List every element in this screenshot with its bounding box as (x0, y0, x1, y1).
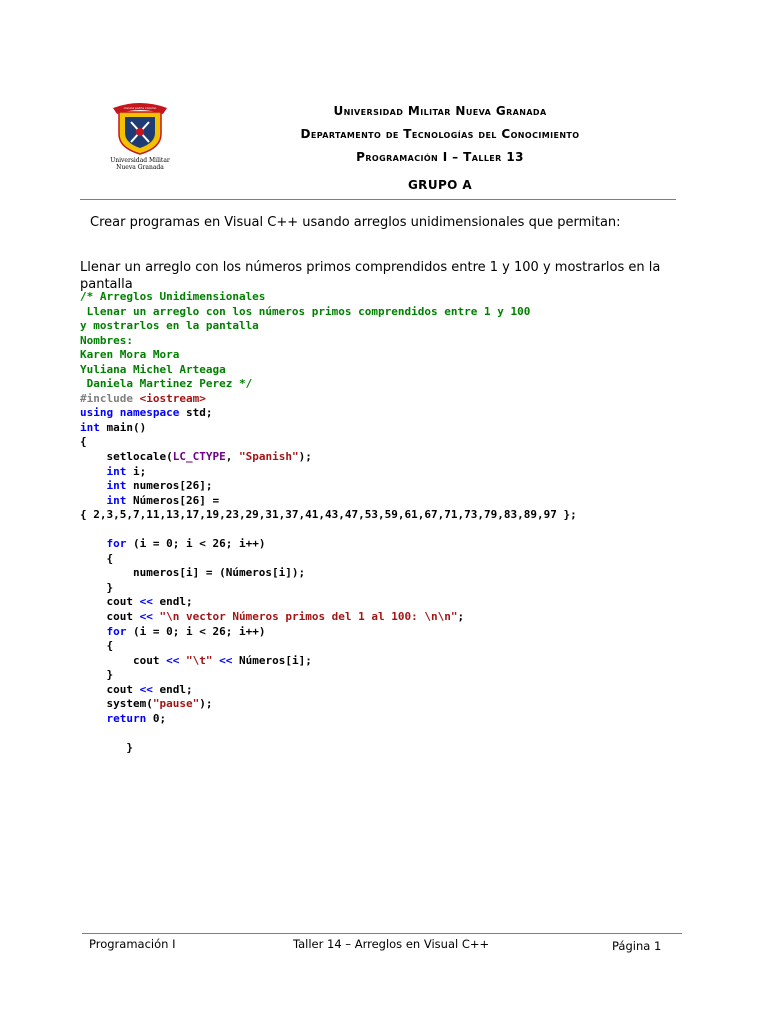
code-macro-lc-ctype: LC_CTYPE (172, 450, 226, 464)
code-cout: cout (106, 610, 133, 624)
code-indent (80, 595, 107, 608)
code-indent (80, 683, 107, 696)
code-comma: , (225, 450, 239, 464)
group-label: GRUPO A (407, 178, 473, 192)
footer-title: Taller 14 – Arreglos en Visual C++ (293, 937, 490, 951)
code-kw-int: int (80, 420, 100, 434)
code-semicolon: ; (457, 610, 465, 624)
logo-emblem-center (136, 128, 144, 136)
code-indent (80, 537, 107, 550)
code-array-init: { 2,3,5,7,11,13,17,19,23,29,31,37,41,43,47,53,59,61,67,71,73,79,83,89,97 }; (80, 508, 577, 522)
intro-text: Crear programas en Visual C++ usando arreglos unidimensionales que permitan: (90, 215, 621, 230)
code-kw-using: using (80, 406, 114, 420)
course-title: Programación I – Taller 13 (356, 150, 524, 164)
code-main-signature: main() (99, 420, 147, 434)
code-close-paren: ); (298, 450, 312, 464)
code-kw-namespace: namespace (119, 406, 180, 420)
code-op-shift: << (139, 595, 153, 609)
code-open-brace: { (80, 435, 87, 449)
footer-page-number: Página 1 (612, 939, 662, 953)
code-string-tab: "\t" (185, 653, 213, 667)
logo-caption-2: Nueva Granada (116, 164, 164, 171)
code-string-spanish: "Spanish" (238, 450, 299, 464)
code-include-header: <iostream> (139, 391, 206, 405)
code-op-shift: << (139, 610, 153, 624)
code-indent (80, 494, 107, 507)
code-string-pause: "pause" (152, 697, 200, 711)
university-name: Universidad Militar Nueva Granada (333, 104, 547, 118)
code-kw-int: int (106, 493, 127, 507)
code-comment: /* Arreglos Unidimensionales Llenar un arreglo con los números primos comprendidos entre 1 y 100 y mostrarlos en la pantalla Nombres: Karen Mora Mora Yuliana Michel Arteaga Daniela Martinez Perez */ (80, 290, 531, 391)
code-kw-for: for (106, 624, 127, 638)
code-close-paren: ); (199, 697, 213, 711)
code-endl: endl; (152, 682, 193, 696)
footer-divider (82, 933, 682, 934)
header-divider (80, 199, 676, 200)
code-cout: cout (106, 595, 133, 609)
code-indent (80, 712, 107, 725)
code-decl-Numeros: Números[26] = (126, 493, 220, 507)
code-string-vector: "\n vector Números primos del 1 al 100: \n\n" (159, 610, 458, 624)
code-setlocale: setlocale( (106, 450, 173, 464)
code-assign-statement: numeros[i] = (Números[i]); (80, 566, 306, 580)
code-cout-indent: cout (80, 653, 167, 667)
code-kw-return: return (106, 711, 147, 725)
code-final-brace: } (80, 740, 133, 754)
code-cout: cout (106, 682, 133, 696)
footer-course: Programación I (89, 937, 176, 951)
code-return-value: 0; (146, 711, 167, 725)
exercise-statement: Llenar un arreglo con los números primos comprendidos entre 1 y 100 y mostrarlos en la pantalla (80, 260, 661, 292)
university-logo (105, 98, 175, 174)
code-indent (80, 625, 107, 638)
code-inner-close-brace: } (80, 580, 114, 594)
code-endl: endl; (152, 595, 193, 609)
logo-caption-1: Universidad Militar (110, 157, 170, 164)
code-op-shift: << (139, 682, 153, 696)
code-inner-close-brace: } (80, 668, 114, 682)
code-decl-numeros: numeros[26]; (126, 479, 213, 493)
code-numeros-i: Números[i]; (232, 653, 312, 667)
code-indent (80, 465, 107, 478)
code-for-header: (i = 0; i < 26; i++) (126, 624, 266, 638)
code-indent (80, 610, 107, 623)
department-name: Departamento de Tecnologías del Conocimiento (300, 127, 580, 141)
code-inner-open-brace: { (80, 551, 114, 565)
code-indent (80, 479, 107, 492)
code-indent (80, 450, 107, 463)
code-system: system( (106, 697, 153, 711)
code-kw-int: int (106, 464, 127, 478)
code-block (80, 290, 577, 756)
code-namespace-rest: std; (179, 406, 213, 420)
code-inner-open-brace: { (80, 639, 114, 653)
code-include-directive: #include (80, 391, 133, 405)
code-op-shift: << (219, 653, 233, 667)
code-op-shift: << (166, 653, 180, 667)
code-decl-i: i; (126, 464, 147, 478)
logo-ribbon-text: ciencia patria civismo (123, 106, 157, 110)
code-for-header: (i = 0; i < 26; i++) (126, 537, 266, 551)
code-kw-int: int (106, 479, 127, 493)
code-indent (80, 697, 107, 710)
code-kw-for: for (106, 537, 127, 551)
